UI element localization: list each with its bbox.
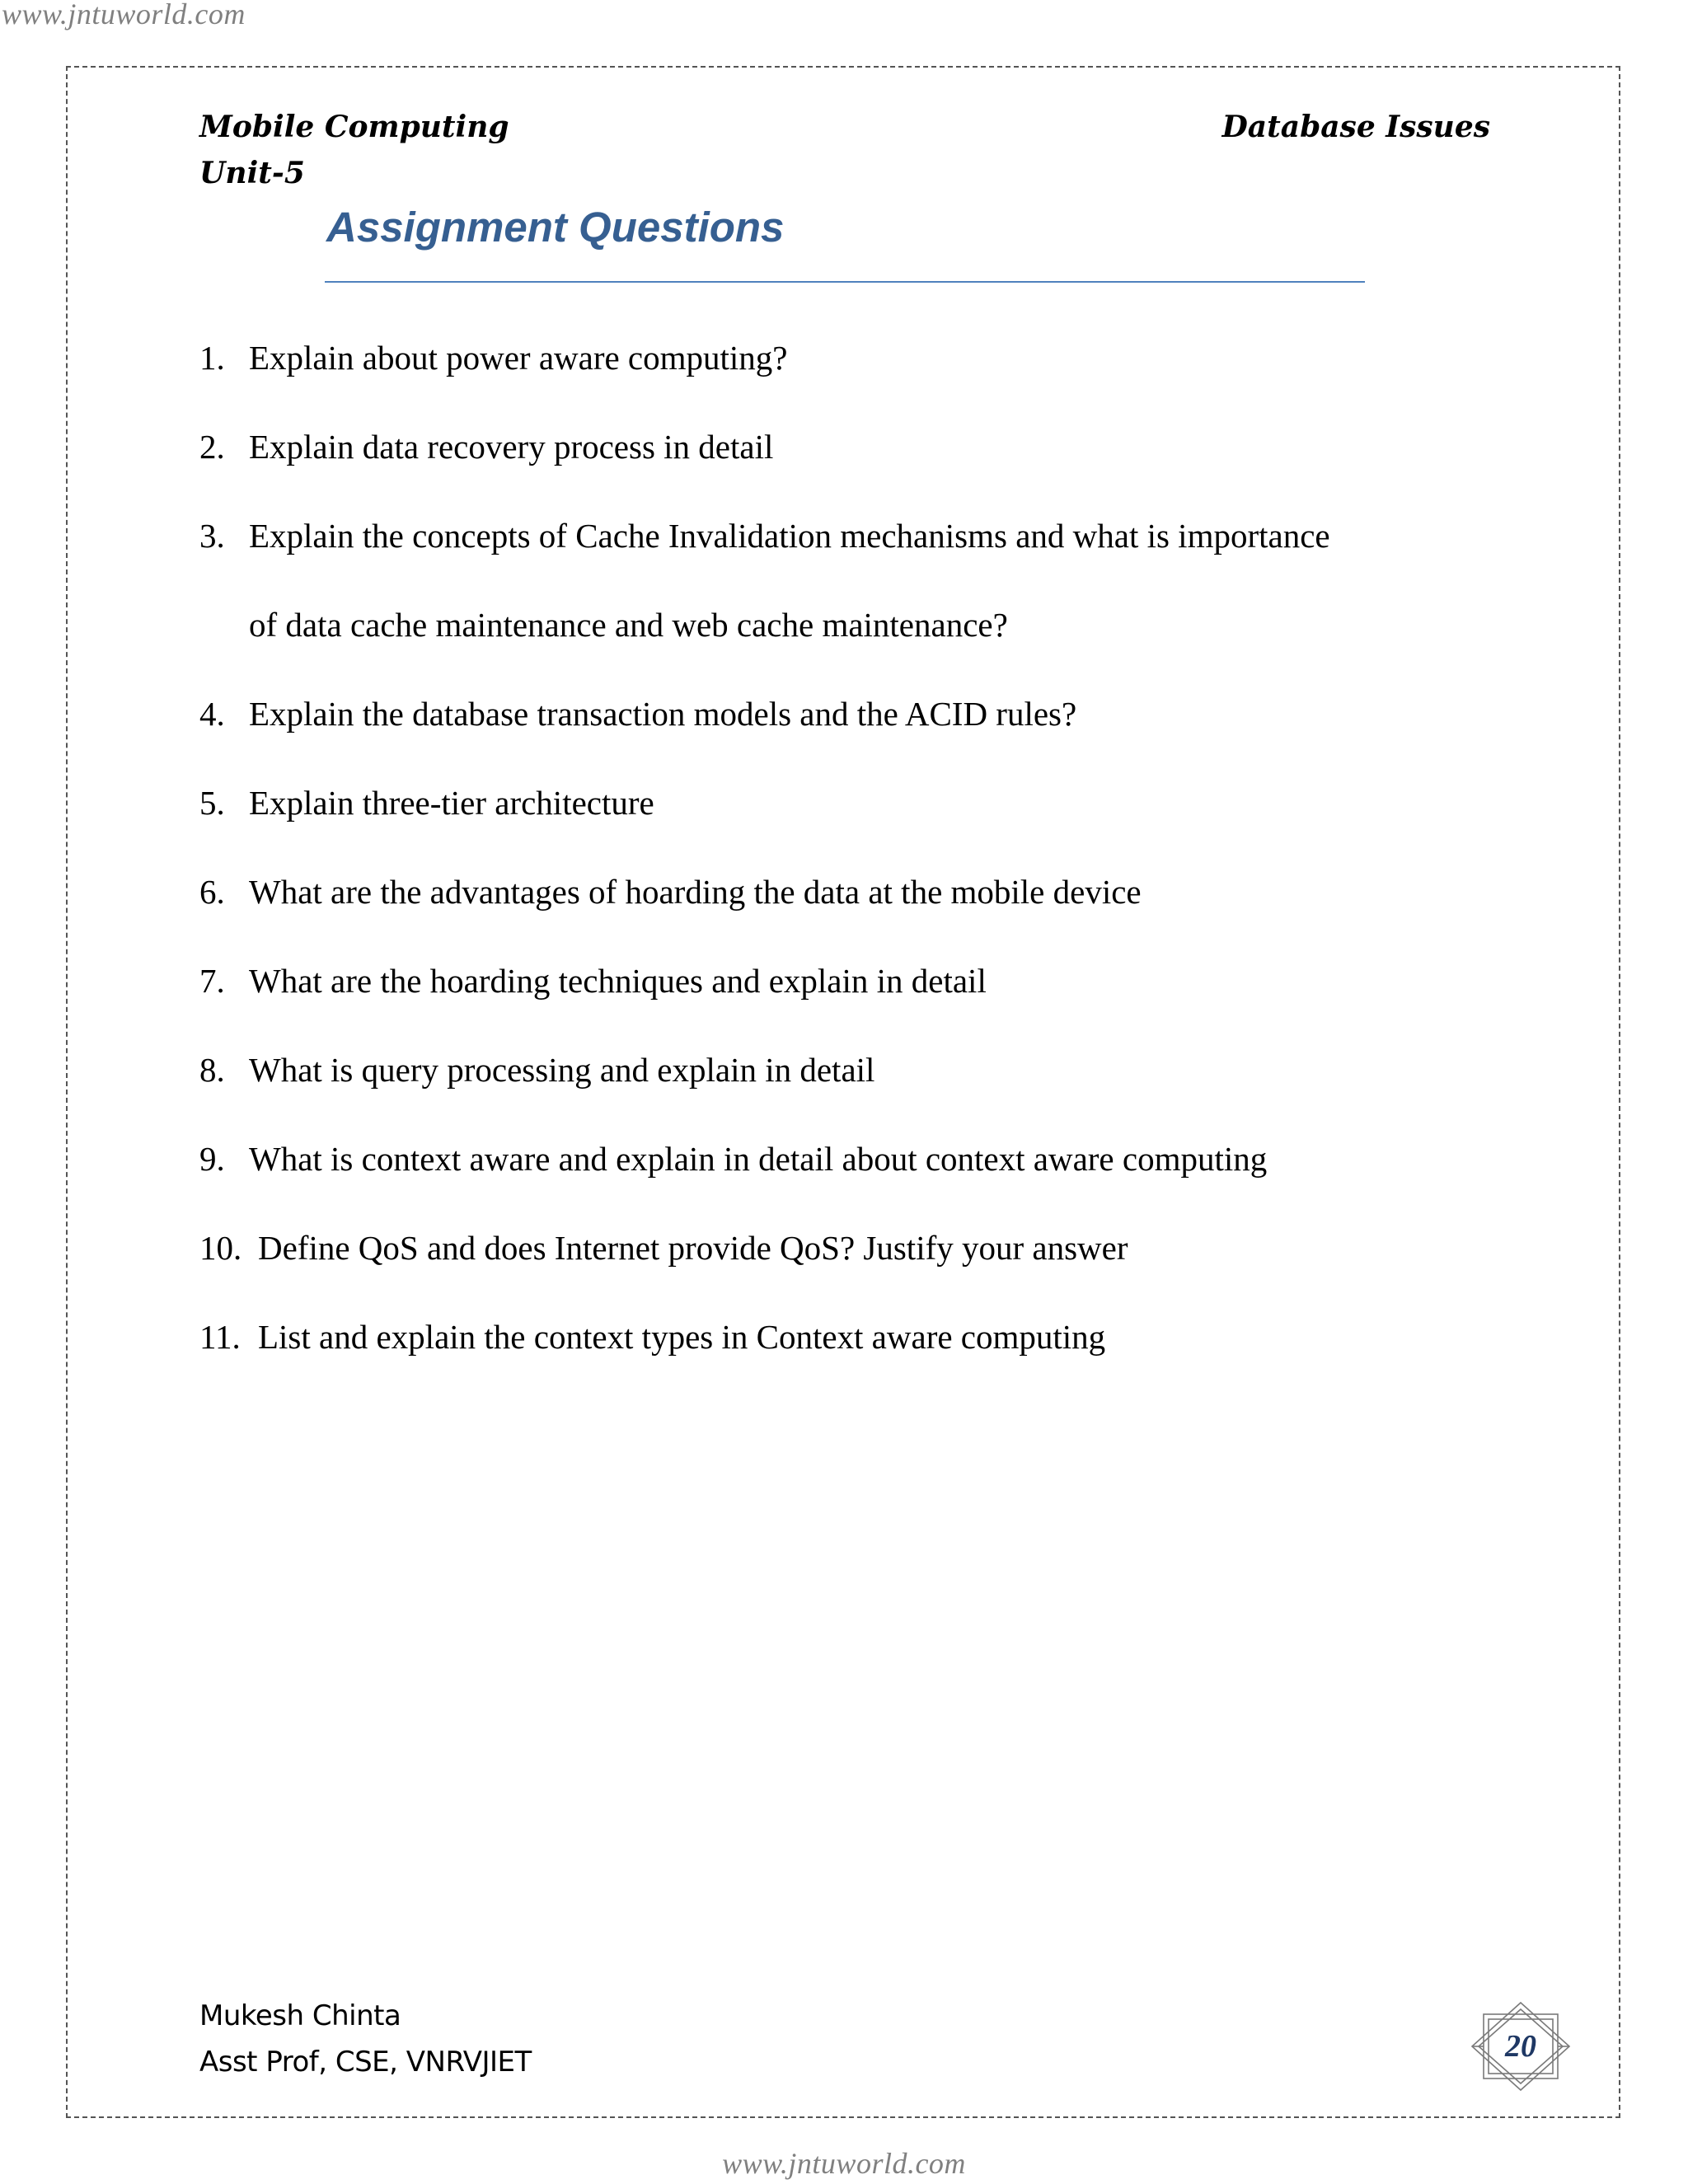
question-number: 6. <box>199 873 225 911</box>
question-number: 11. <box>199 1318 241 1356</box>
title-underline <box>325 281 1365 283</box>
watermark-bottom: www.jntuworld.com <box>722 2147 966 2180</box>
question-item-2 <box>199 402 1518 491</box>
watermark-top: www.jntuworld.com <box>2 0 246 30</box>
question-number: 2. <box>199 428 225 466</box>
question-item-8 <box>199 1025 1518 1114</box>
question-number: 1. <box>199 339 225 377</box>
question-item-1 <box>199 313 1518 402</box>
page-number-badge <box>1469 2001 1573 2092</box>
question-text: What are the advantages of hoarding the data at the mobile device <box>249 873 1142 911</box>
question-number: 5. <box>199 784 225 822</box>
unit-label: Unit-5 <box>199 156 305 190</box>
question-number: 7. <box>199 962 225 1000</box>
question-item-7 <box>199 936 1518 1025</box>
question-text: What is query processing and explain in detail <box>249 1051 875 1089</box>
question-number: 9. <box>199 1140 225 1178</box>
question-text: Define QoS and does Internet provide QoS? Justify your answer <box>258 1229 1128 1267</box>
question-item-9 <box>199 1114 1518 1203</box>
question-text-continued: of data cache maintenance and web cache maintenance? <box>249 606 1008 644</box>
question-number: 8. <box>199 1051 225 1089</box>
topic-title: Database Issues <box>1221 110 1490 144</box>
question-text: What are the hoarding techniques and explain in detail <box>249 962 987 1000</box>
course-title: Mobile Computing <box>199 110 509 144</box>
author-designation: Asst Prof, CSE, VNRVJIET <box>199 2046 532 2079</box>
question-item-6 <box>199 847 1518 936</box>
question-text: Explain data recovery process in detail <box>249 428 774 466</box>
question-item-4 <box>199 669 1518 758</box>
section-title: Assignment Questions <box>326 204 785 251</box>
question-text: Explain about power aware computing? <box>249 339 788 377</box>
footer-author-block <box>199 1993 532 2085</box>
author-name: Mukesh Chinta <box>199 1999 401 2032</box>
header-left <box>199 104 509 196</box>
question-text: Explain three-tier architecture <box>249 784 654 822</box>
question-item-10 <box>199 1203 1518 1292</box>
question-item-3 <box>199 491 1518 669</box>
question-text: What is context aware and explain in detail about context aware computing <box>249 1140 1268 1178</box>
question-number: 4. <box>199 695 225 733</box>
question-item-5 <box>199 758 1518 847</box>
question-text: Explain the database transaction models and the ACID rules? <box>249 695 1077 733</box>
question-list <box>199 313 1518 1381</box>
question-number: 3. <box>199 517 225 555</box>
question-item-11 <box>199 1292 1518 1381</box>
question-number: 10. <box>199 1229 242 1267</box>
question-text: List and explain the context types in Context aware computing <box>258 1318 1106 1356</box>
question-text: Explain the concepts of Cache Invalidation mechanisms and what is importance <box>249 517 1330 555</box>
page-number: 20 <box>1505 2029 1536 2064</box>
